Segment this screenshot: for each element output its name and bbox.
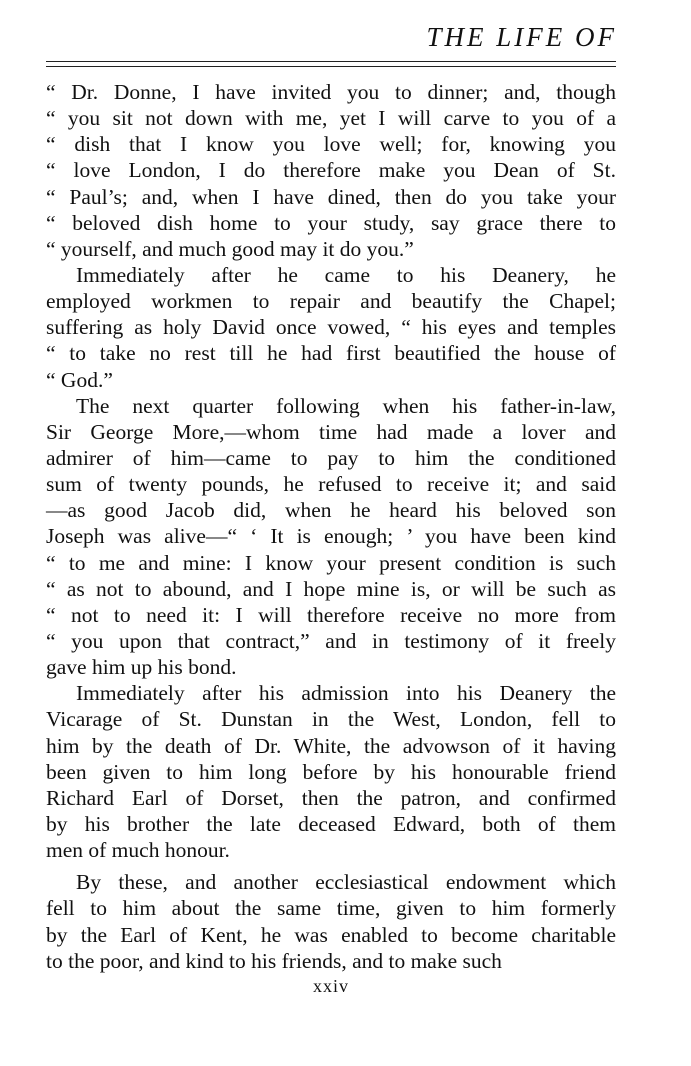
text-line: The next quarter following when his father-in-law, — [76, 393, 616, 418]
text-line: Immediately after his admission into his Deanery the — [76, 681, 616, 706]
text-line: “ Dr. Donne, I have invited you to dinner; and, though — [46, 80, 616, 104]
text-line: “ not to need it: I will therefore receive no more from — [46, 602, 616, 627]
text-line: Richard Earl of Dorset, then the patron, and confirmed — [46, 785, 616, 810]
header-rule-lower — [46, 66, 616, 67]
page-number: xxiv — [312, 976, 349, 996]
text-line: Joseph was alive—“ ‘ It is enough; ’ you have been kind — [46, 524, 616, 549]
text-line: “ Paul’s; and, when I have dined, then do you take your — [46, 184, 616, 209]
text-line: to the poor, and kind to his friends, and to make such — [46, 948, 502, 973]
text-line: “ dish that I know you love well; for, knowing you — [46, 132, 616, 157]
text-line: by the Earl of Kent, he was enabled to become charitable — [46, 922, 616, 947]
text-line: “ yourself, and much good may it do you.” — [46, 236, 414, 261]
text-line: “ as not to abound, and I hope mine is, or will be such as — [46, 576, 616, 601]
text-line: gave him up his bond. — [46, 655, 237, 680]
text-line: “ love London, I do therefore make you Dean of St. — [46, 158, 616, 183]
text-line: —as good Jacob did, when he heard his beloved son — [46, 498, 616, 523]
running-head: THE LIFE OF — [426, 22, 617, 52]
text-line: sum of twenty pounds, he refused to receive it; and said — [46, 472, 616, 497]
text-line: Immediately after he came to his Deanery, he — [76, 262, 616, 287]
text-line: “ you sit not down with me, yet I will carve to you of a — [46, 106, 616, 131]
text-line: By these, and another ecclesiastical endowment which — [76, 870, 616, 895]
text-line: men of much honour. — [46, 838, 230, 863]
text-line: “ to me and mine: I know your present condition is such — [46, 550, 616, 575]
text-line: him by the death of Dr. White, the advowson of it having — [46, 733, 616, 758]
text-line: employed workmen to repair and beautify the Chapel; — [46, 289, 616, 314]
text-line: admirer of him—came to pay to him the conditioned — [46, 445, 616, 470]
text-line: by his brother the late deceased Edward, both of them — [46, 811, 616, 836]
header-rule-upper — [46, 61, 616, 62]
text-line: “ God.” — [46, 367, 113, 392]
text-line: “ you upon that contract,” and in testimony of it freely — [46, 628, 616, 653]
text-line: Sir George More,—whom time had made a lover and — [46, 419, 616, 444]
text-line: “ to take no rest till he had first beautified the house of — [46, 341, 616, 366]
text-line: fell to him about the same time, given to him formerly — [46, 896, 616, 921]
text-line: Vicarage of St. Dunstan in the West, London, fell to — [46, 707, 616, 732]
body-text — [46, 79, 616, 974]
text-line: suffering as holy David once vowed, “ his eyes and temples — [46, 315, 616, 340]
text-line: “ beloved dish home to your study, say grace there to — [46, 210, 616, 235]
text-line: been given to him long before by his honourable friend — [46, 759, 616, 784]
